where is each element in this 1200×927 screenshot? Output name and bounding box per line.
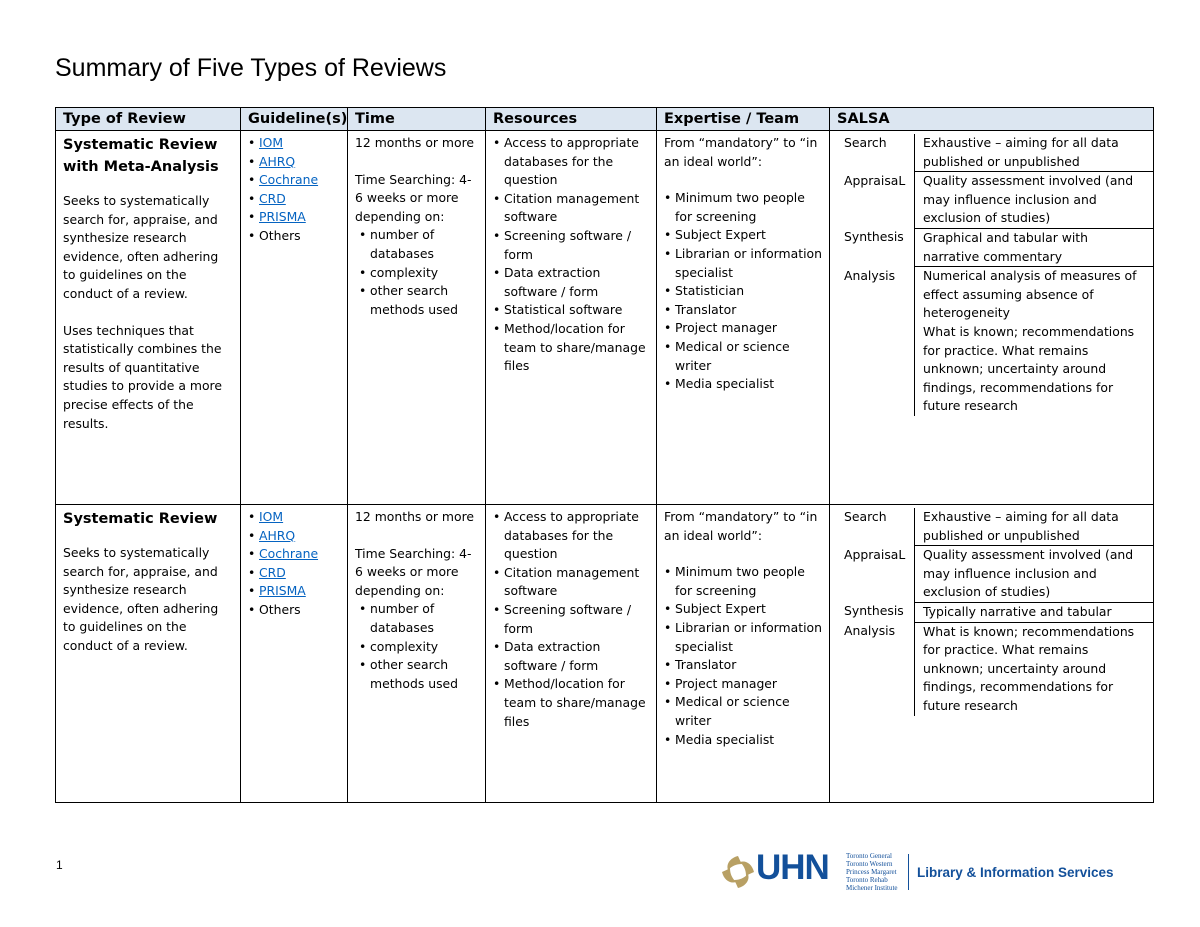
guideline-link-crd[interactable]: CRD bbox=[259, 190, 286, 206]
resources-cell bbox=[486, 131, 657, 505]
table-row bbox=[56, 131, 1154, 505]
salsa-label: AppraisaL bbox=[844, 546, 906, 562]
hospital-name: Toronto Western bbox=[846, 860, 893, 868]
list-item bbox=[248, 153, 340, 172]
salsa-row-synthesis bbox=[836, 228, 1153, 266]
guideline-link-iom[interactable]: IOM bbox=[259, 135, 284, 150]
list-item: • complexity bbox=[355, 638, 478, 657]
salsa-desc: What is known; recommendations for practice. What remains unknown; uncertainty around findings, recommendations for future research bbox=[915, 622, 1154, 715]
guideline-link-crd[interactable]: CRD bbox=[259, 564, 286, 580]
salsa-row-synthesis bbox=[836, 602, 1153, 622]
salsa-cell bbox=[830, 505, 1154, 803]
guideline-link-iom[interactable]: IOM bbox=[259, 509, 284, 524]
expertise-cell bbox=[657, 505, 830, 803]
salsa-row-analysis bbox=[836, 622, 1153, 715]
list-item: • Data extraction software / form bbox=[493, 638, 649, 675]
salsa-table bbox=[836, 508, 1153, 716]
list-item: • Screening software / form bbox=[493, 601, 649, 638]
list-item: • Minimum two people for screening bbox=[664, 563, 822, 600]
list-item: • Statistician bbox=[664, 282, 822, 301]
guideline-link-prisma[interactable]: PRISMA bbox=[259, 209, 306, 225]
list-item: • number of databases bbox=[355, 226, 478, 263]
list-item: • Access to appropriate databases for the question bbox=[493, 508, 649, 564]
salsa-desc: Graphical and tabular with narrative commentary bbox=[915, 228, 1154, 266]
list-item: • Others bbox=[248, 227, 340, 246]
guidelines-list bbox=[248, 508, 340, 620]
list-item bbox=[248, 582, 340, 601]
list-item: • Translator bbox=[664, 301, 822, 320]
hospital-name: Toronto Rehab bbox=[846, 876, 888, 884]
salsa-label: AppraisaL bbox=[844, 172, 906, 188]
guidelines-list bbox=[248, 134, 340, 246]
list-item: • number of databases bbox=[355, 600, 478, 637]
review-name: Systematic Review bbox=[63, 511, 218, 527]
expertise-cell bbox=[657, 131, 830, 505]
salsa-desc: Typically narrative and tabular bbox=[915, 602, 1154, 622]
header-time: Time bbox=[348, 108, 486, 131]
list-item: • Subject Expert bbox=[664, 226, 822, 245]
header-salsa: SALSA bbox=[830, 108, 1154, 131]
list-item: • Minimum two people for screening bbox=[664, 189, 822, 226]
expertise-intro: From “mandatory” to “in an ideal world”: bbox=[664, 135, 818, 169]
list-item: • Method/location for team to share/manage files bbox=[493, 675, 649, 731]
review-description: Seeks to systematically search for, appraise, and synthesize research evidence, often adhering to guidelines on the conduct of a review. bbox=[63, 193, 219, 301]
expertise-list bbox=[664, 563, 822, 749]
list-item: • other search methods used bbox=[355, 282, 478, 319]
uhn-emblem-icon bbox=[718, 852, 758, 892]
page-title: Summary of Five Types of Reviews bbox=[55, 54, 447, 82]
list-item bbox=[248, 190, 340, 209]
list-item: • Citation management software bbox=[493, 564, 649, 601]
table-header-row bbox=[56, 108, 1154, 131]
service-name: Library & Information Services bbox=[917, 865, 1114, 880]
resources-list bbox=[493, 508, 649, 731]
page-number: 1 bbox=[56, 858, 63, 872]
uhn-logo bbox=[718, 848, 1138, 894]
salsa-desc: Exhaustive – aiming for all data published or unpublished bbox=[915, 134, 1154, 172]
time-cell bbox=[348, 131, 486, 505]
salsa-label: Analysis bbox=[844, 623, 896, 639]
guideline-link-ahrq[interactable]: AHRQ bbox=[259, 153, 296, 169]
review-description: Uses techniques that statistically combines the results of quantitative studies to provide a more precise effects of the results. bbox=[63, 322, 222, 431]
list-item: • Project manager bbox=[664, 675, 822, 694]
salsa-label: Synthesis bbox=[844, 229, 904, 245]
salsa-desc: Quality assessment involved (and may influence inclusion and exclusion of studies) bbox=[915, 546, 1154, 603]
header-type: Type of Review bbox=[56, 108, 241, 131]
salsa-desc bbox=[915, 267, 1154, 416]
salsa-desc: Exhaustive – aiming for all data published or unpublished bbox=[915, 508, 1154, 546]
salsa-table bbox=[836, 134, 1153, 416]
header-guidelines: Guideline(s) bbox=[241, 108, 348, 131]
list-item: • Media specialist bbox=[664, 731, 822, 750]
list-item bbox=[248, 208, 340, 227]
resources-cell bbox=[486, 505, 657, 803]
time-factors-list bbox=[355, 226, 478, 319]
salsa-cell bbox=[830, 131, 1154, 505]
header-resources: Resources bbox=[486, 108, 657, 131]
hospital-name: Michener Institute bbox=[846, 884, 898, 892]
hospital-name: Toronto General bbox=[846, 852, 892, 860]
list-item: • complexity bbox=[355, 264, 478, 283]
header-expertise: Expertise / Team bbox=[657, 108, 830, 131]
uhn-hospitals-list bbox=[846, 852, 916, 892]
time-searching: Time Searching: 4-6 weeks or more depending on: bbox=[355, 171, 472, 224]
salsa-row-appraisal bbox=[836, 172, 1153, 229]
time-searching: Time Searching: 4-6 weeks or more depending on: bbox=[355, 545, 472, 598]
hospital-name: Princess Margaret bbox=[846, 868, 897, 876]
list-item: • Translator bbox=[664, 656, 822, 675]
guideline-link-ahrq[interactable]: AHRQ bbox=[259, 527, 296, 543]
time-main: 12 months or more bbox=[355, 135, 475, 150]
salsa-desc: Quality assessment involved (and may influence inclusion and exclusion of studies) bbox=[915, 172, 1154, 229]
salsa-row-analysis bbox=[836, 267, 1153, 416]
expertise-intro: From “mandatory” to “in an ideal world”: bbox=[664, 509, 818, 543]
list-item: • Screening software / form bbox=[493, 227, 649, 264]
list-item bbox=[248, 171, 340, 190]
review-name: Systematic Review with Meta-Analysis bbox=[63, 137, 219, 175]
review-description: Seeks to systematically search for, appraise, and synthesize research evidence, often adhering to guidelines on the conduct of a review. bbox=[63, 545, 219, 653]
salsa-desc-line: Numerical analysis of measures of effect assuming absence of heterogeneity bbox=[923, 268, 1137, 321]
time-main: 12 months or more bbox=[355, 509, 475, 524]
salsa-label: Analysis bbox=[844, 267, 896, 283]
list-item bbox=[248, 564, 340, 583]
table-row bbox=[56, 505, 1154, 803]
list-item bbox=[248, 134, 340, 153]
guidelines-cell bbox=[241, 131, 348, 505]
list-item: • Media specialist bbox=[664, 375, 822, 394]
reviews-table bbox=[55, 107, 1154, 803]
list-item: • Citation management software bbox=[493, 190, 649, 227]
time-factors-list bbox=[355, 600, 478, 693]
salsa-label: Search bbox=[844, 509, 887, 524]
list-item: • Medical or science writer bbox=[664, 693, 822, 730]
salsa-row-appraisal bbox=[836, 546, 1153, 603]
list-item: • Others bbox=[248, 601, 340, 620]
guidelines-cell bbox=[241, 505, 348, 803]
expertise-list bbox=[664, 189, 822, 394]
salsa-label: Synthesis bbox=[844, 603, 904, 619]
salsa-desc-line: What is known; recommendations for practice. What remains unknown; uncertainty around findings, recommendations for future research bbox=[923, 323, 1135, 414]
list-item: • Statistical software bbox=[493, 301, 649, 320]
guideline-link-cochrane[interactable]: Cochrane bbox=[259, 546, 319, 562]
uhn-logo-text: UHN bbox=[756, 848, 829, 887]
resources-list bbox=[493, 134, 649, 376]
list-item: • Project manager bbox=[664, 319, 822, 338]
logo-divider bbox=[908, 854, 909, 890]
list-item: • Access to appropriate databases for the question bbox=[493, 134, 649, 190]
list-item: • Librarian or information specialist bbox=[664, 245, 822, 282]
salsa-row-search bbox=[836, 134, 1153, 172]
guideline-link-cochrane[interactable]: Cochrane bbox=[259, 172, 319, 188]
list-item: • Subject Expert bbox=[664, 600, 822, 619]
salsa-row-search bbox=[836, 508, 1153, 546]
list-item: • Method/location for team to share/manage files bbox=[493, 320, 649, 376]
salsa-label: Search bbox=[844, 135, 887, 150]
time-cell bbox=[348, 505, 486, 803]
review-type-cell bbox=[56, 505, 241, 803]
list-item: • other search methods used bbox=[355, 656, 478, 693]
list-item bbox=[248, 527, 340, 546]
list-item: • Medical or science writer bbox=[664, 338, 822, 375]
review-type-cell bbox=[56, 131, 241, 505]
guideline-link-prisma[interactable]: PRISMA bbox=[259, 583, 306, 599]
list-item bbox=[248, 508, 340, 527]
list-item: • Librarian or information specialist bbox=[664, 619, 822, 656]
list-item: • Data extraction software / form bbox=[493, 264, 649, 301]
list-item bbox=[248, 545, 340, 564]
